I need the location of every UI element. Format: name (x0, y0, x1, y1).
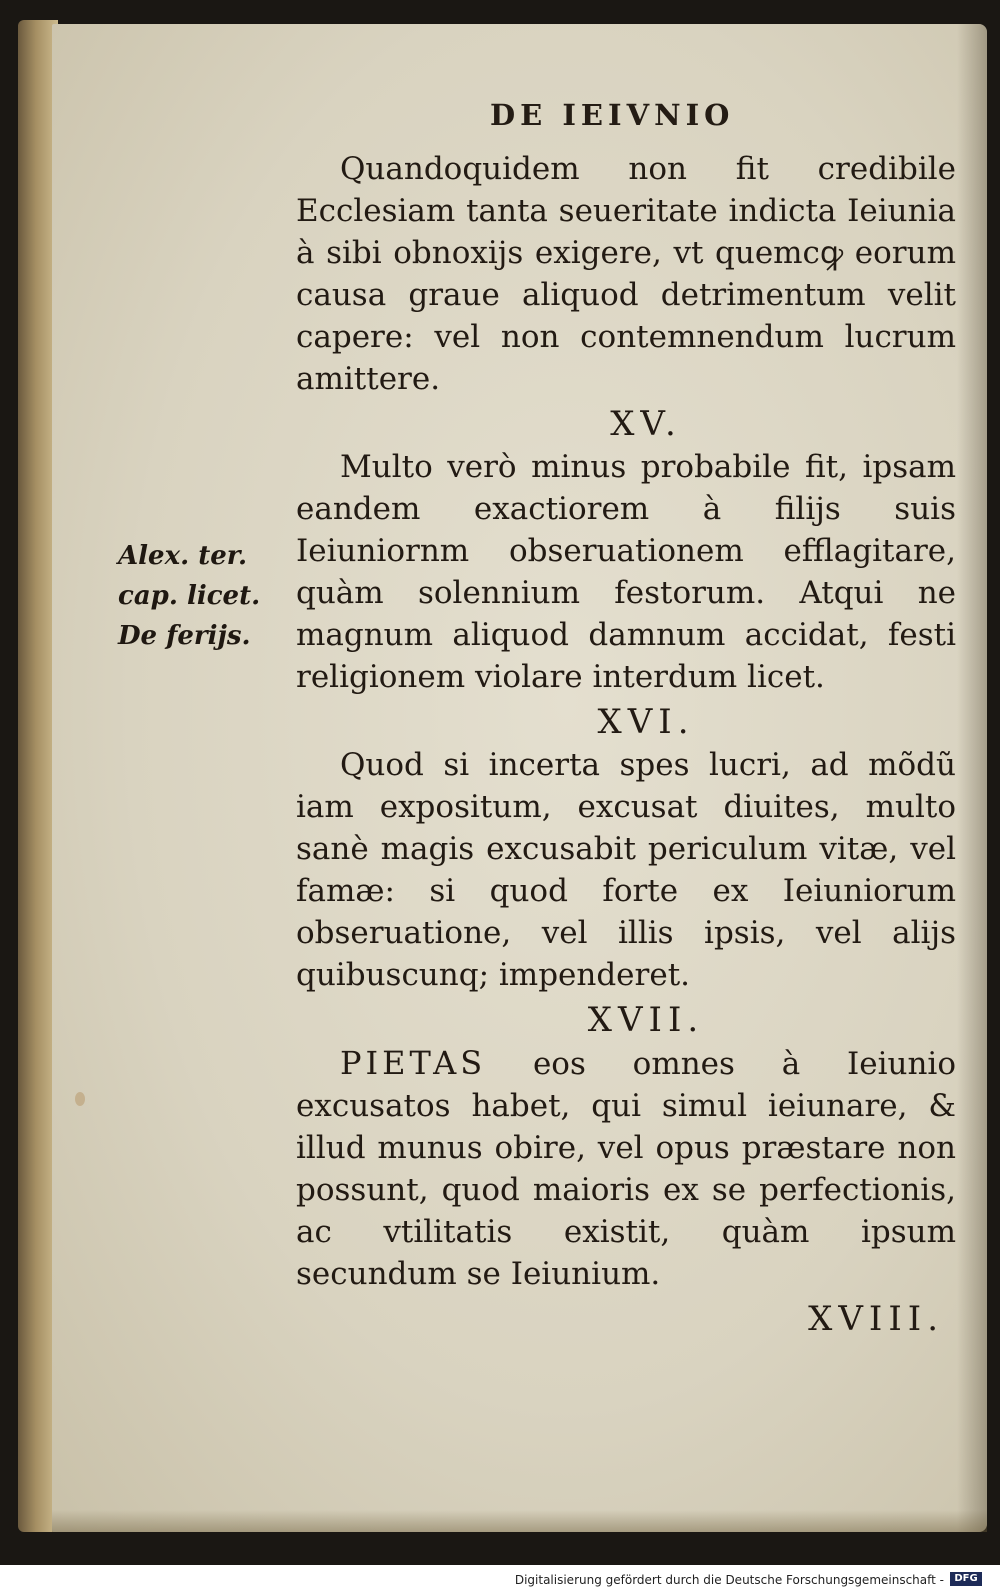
main-text (296, 148, 956, 1341)
paragraph-xvi: Quod si incerta spes lucri, ad mõdũ iam expositum, excusat diuites, multo sanè magis excusabit periculum vitæ, vel famæ: si quod forte ex Ieiuniorum obseruatione, vel illis ipsis, vel alijs quibuscunq; impenderet. (296, 747, 956, 993)
page-shadow-bottom (52, 1510, 987, 1532)
footer-credit: Digitalisierung gefördert durch die Deutsche Forschungsgemeinschaft - (514, 1573, 944, 1587)
page-shadow-right (957, 24, 987, 1532)
margin-note-line-2: cap. licet. (118, 581, 261, 611)
paragraph-xvii-text: eos omnes à Ieiunio excusatos habet, qui simul ieiunare, & illud munus obire, vel opus præstare non possunt, quod maioris ex se perfectionis, ac vtilitatis existit, quàm ipsum secundum se Ieiunium. (296, 1046, 956, 1292)
paragraph-xvii (296, 1042, 956, 1295)
section-number-xvi: XVI. (597, 702, 695, 742)
dfg-logo-icon: DFG (950, 1572, 982, 1586)
section-number-xvii: XVII. (587, 1000, 705, 1040)
paper-stain (75, 1092, 85, 1106)
paragraph-intro: Quandoquidem non fit credibile Ecclesiam tanta seueritate indicta Ieiunia à sibi obnoxijs exigere, vt quemcꝙ eorum causa graue aliquod detrimentum velit capere: vel non contemnendum lucrum amittere. (296, 151, 956, 397)
paragraph-xv: Multo verò minus probabile fit, ipsam eandem exactiorem à filijs suis Ieiuniornm obseruationem efflagitare, quàm solennium festorum. Atqui ne magnum aliquod damnum accidat, festi religionem violare interdum licet. (296, 449, 956, 695)
section-number-xviii: XVIII. (808, 1299, 944, 1339)
paragraph-xvii-initial-word: PIETAS (340, 1044, 487, 1082)
margin-note (118, 536, 278, 656)
margin-note-line-1: Alex. ter. (118, 541, 248, 571)
section-number-xv: XV. (610, 404, 682, 444)
margin-note-line-3: De ferijs. (118, 621, 251, 651)
running-head: DE IEIVNIO (490, 98, 735, 132)
